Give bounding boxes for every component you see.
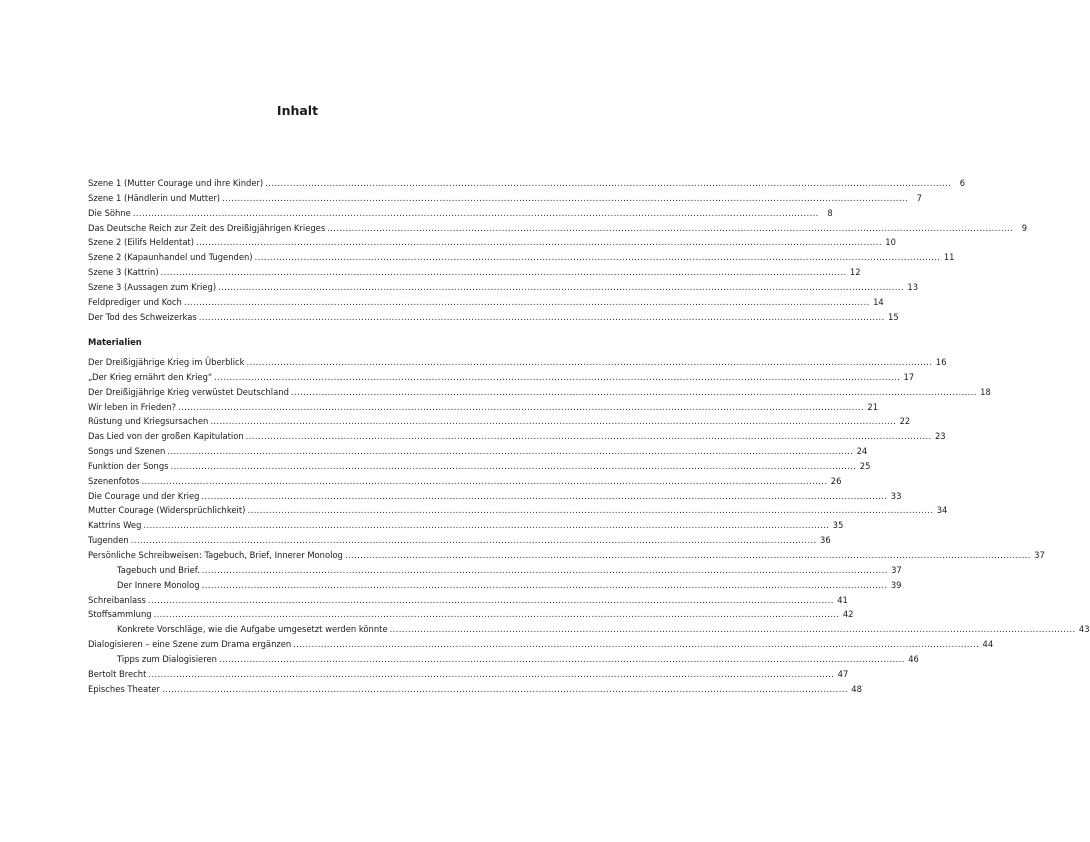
toc-dot-leader xyxy=(214,370,900,385)
toc-entry-page-number: 39 xyxy=(890,579,902,590)
toc-entry-page-number: 21 xyxy=(867,401,879,412)
toc-entry-label: Das Lied von der großen Kapitulation xyxy=(88,431,244,442)
toc-entry xyxy=(88,548,1045,563)
toc-entry-label: Szenenfotos xyxy=(88,475,140,486)
toc-entry-label: Der Dreißigjährige Krieg verwüstet Deutschland xyxy=(88,386,289,397)
toc-entry-page-number: 33 xyxy=(890,490,902,501)
toc-entry-page-number: 16 xyxy=(935,357,947,367)
toc-dot-leader xyxy=(202,563,888,578)
toc-entry xyxy=(88,593,848,608)
toc-entry-page-number: 22 xyxy=(899,416,911,427)
toc-entry-page-number: 36 xyxy=(819,535,831,546)
toc-entry-page-number: 8 xyxy=(827,207,833,218)
toc-entry xyxy=(88,652,919,667)
toc-entry xyxy=(88,503,948,518)
toc-entry-page-number: 43 xyxy=(1078,624,1090,635)
toc-dot-leader xyxy=(202,578,888,593)
toc-materials-section xyxy=(88,335,1090,696)
toc-entry-label: Tugenden xyxy=(88,535,129,546)
toc-materials-list xyxy=(88,355,1090,696)
toc-dot-leader xyxy=(154,607,840,622)
toc-dot-leader xyxy=(199,310,885,325)
toc-entry-label: Die Courage und der Krieg xyxy=(88,490,200,501)
toc-entry xyxy=(88,370,915,385)
toc-entry xyxy=(88,682,862,697)
toc-entry xyxy=(88,637,994,652)
toc-entry xyxy=(88,444,868,459)
materials-heading: Materialien xyxy=(88,337,142,347)
toc-entry-label: Der Dreißigjährige Krieg im Überblick xyxy=(88,357,245,367)
toc-entry-label: Songs und Szenen xyxy=(88,446,166,457)
toc-entry xyxy=(88,265,861,280)
toc-entry-page-number: 44 xyxy=(982,639,994,650)
toc-entry-page-number: 48 xyxy=(851,683,862,694)
toc-entry-label: Schreibanlass xyxy=(88,594,146,605)
toc-entry-page-number: 17 xyxy=(903,371,915,382)
toc-entry-label: Kattrins Weg xyxy=(88,520,142,531)
toc-entry-label: Szene 1 (Händlerin und Mutter) xyxy=(88,192,221,203)
toc-entry xyxy=(88,310,899,325)
toc-entry-label: Episches Theater xyxy=(88,683,160,694)
toc-entry-page-number: 14 xyxy=(873,296,884,307)
toc-entry-label: Dialogisieren – eine Szene zum Drama ergänzen xyxy=(88,639,292,650)
toc-entry-page-number: 37 xyxy=(891,564,902,575)
toc-entry xyxy=(88,295,884,310)
toc-entry-label: Feldprediger und Koch xyxy=(88,296,182,307)
toc-entry xyxy=(88,607,854,622)
toc-entry-page-number: 6 xyxy=(959,178,966,188)
toc-entry-label: Tipps zum Dialogisieren xyxy=(117,653,217,664)
toc-main-list xyxy=(88,176,1028,324)
toc-entry-page-number: 18 xyxy=(980,386,991,397)
toc-entry xyxy=(88,474,842,489)
toc-dot-leader xyxy=(196,235,882,250)
toc-entry-page-number: 23 xyxy=(934,431,946,442)
toc-entry xyxy=(88,429,946,444)
toc-entry-page-number: 13 xyxy=(907,281,919,292)
toc-entry xyxy=(88,250,955,265)
toc-dot-leader xyxy=(171,459,857,474)
toc-entry xyxy=(88,206,833,221)
toc-entry xyxy=(88,622,1090,637)
toc-dot-leader xyxy=(141,474,827,489)
toc-dot-leader xyxy=(148,667,834,682)
toc-entry-label: „Der Krieg ernährt den Krieg“ xyxy=(88,371,213,382)
toc-entry-label: Funktion der Songs xyxy=(88,460,169,471)
toc-dot-leader xyxy=(133,206,819,221)
toc-entry xyxy=(88,385,991,400)
toc-dot-leader xyxy=(218,280,904,295)
toc-entry xyxy=(88,518,844,533)
toc-entry-label: Tagebuch und Brief. xyxy=(117,564,200,575)
toc-entry-page-number: 7 xyxy=(916,192,923,203)
toc-dot-leader xyxy=(162,682,848,697)
toc-entry xyxy=(88,235,896,250)
toc-dot-leader xyxy=(222,191,908,206)
toc-entry xyxy=(88,191,923,206)
toc-entry-label: Das Deutsche Reich zur Zeit des Dreißigjährigen Krieges xyxy=(88,222,326,233)
toc-entry-label: Wir leben in Frieden? xyxy=(88,401,177,412)
toc-entry-page-number: 10 xyxy=(885,237,896,248)
toc-entry xyxy=(88,578,902,593)
toc-entry-label: Rüstung und Kriegsursachen xyxy=(88,416,209,427)
page-title: Inhalt xyxy=(276,103,319,118)
toc-entry-label: Der Innere Monolog xyxy=(117,579,200,590)
toc-dot-leader xyxy=(345,548,1031,563)
toc-entry-page-number: 42 xyxy=(842,609,854,620)
toc-dot-leader xyxy=(201,489,887,504)
toc-entry xyxy=(88,176,966,191)
toc-entry-label: Die Söhne xyxy=(88,207,131,218)
toc-entry-page-number: 12 xyxy=(849,267,861,278)
toc-entry-label: Konkrete Vorschläge, wie die Aufgabe umgesetzt werden könnte xyxy=(117,624,388,635)
toc-entry-page-number: 35 xyxy=(832,520,844,531)
toc-entry-page-number: 11 xyxy=(943,252,955,263)
toc-entry-page-number: 26 xyxy=(830,475,842,486)
toc-entry-page-number: 24 xyxy=(856,446,868,457)
toc-entry-label: Bertolt Brecht xyxy=(88,668,147,679)
toc-dot-leader xyxy=(265,176,951,191)
toc-entry xyxy=(88,221,1028,236)
toc-dot-leader xyxy=(143,518,829,533)
toc-entry-page-number: 9 xyxy=(1021,222,1028,233)
toc-entry-label: Szene 3 (Kattrin) xyxy=(88,267,159,278)
toc-entry-page-number: 37 xyxy=(1034,549,1045,560)
toc-entry-label: Szene 2 (Kapaunhandel und Tugenden) xyxy=(88,252,253,263)
toc-entry xyxy=(88,459,871,474)
toc-dot-leader xyxy=(210,414,896,429)
toc-dot-leader xyxy=(390,622,1076,637)
toc-dot-leader xyxy=(246,429,932,444)
toc-entry-page-number: 25 xyxy=(859,460,871,471)
toc-dot-leader xyxy=(291,385,977,400)
toc-entry-page-number: 46 xyxy=(908,653,919,664)
toc-entry-page-number: 47 xyxy=(837,668,849,679)
toc-dot-leader xyxy=(184,295,870,310)
toc-dot-leader xyxy=(247,503,933,518)
toc-dot-leader xyxy=(148,593,834,608)
toc-dot-leader xyxy=(219,652,905,667)
toc-dot-leader xyxy=(178,400,864,415)
toc-entry xyxy=(88,400,879,415)
toc-entry xyxy=(88,667,849,682)
toc-entry-label: Der Tod des Schweizerkas xyxy=(88,311,197,322)
toc-dot-leader xyxy=(161,265,847,280)
toc-entry-label: Mutter Courage (Widersprüchlichkeit) xyxy=(88,505,246,516)
toc-entry-label: Szene 3 (Aussagen zum Krieg) xyxy=(88,281,217,292)
toc-entry xyxy=(88,563,902,578)
toc-entry xyxy=(88,280,919,295)
toc-dot-leader xyxy=(255,250,941,265)
toc-entry-label: Szene 2 (Eilifs Heldentat) xyxy=(88,237,195,248)
toc-dot-leader xyxy=(131,533,817,548)
toc-dot-leader xyxy=(327,221,1013,236)
toc-entry-label: Szene 1 (Mutter Courage und ihre Kinder) xyxy=(88,178,264,188)
toc-entry xyxy=(88,355,947,370)
toc-entry-label: Stoffsammlung xyxy=(88,609,152,620)
toc-entry-page-number: 41 xyxy=(837,594,848,605)
toc-entry xyxy=(88,414,911,429)
toc-dot-leader xyxy=(293,637,979,652)
toc-entry-page-number: 15 xyxy=(888,311,899,322)
toc-entry-label: Persönliche Schreibweisen: Tagebuch, Brief, Innerer Monolog xyxy=(88,549,343,560)
toc-dot-leader xyxy=(247,355,933,370)
toc-entry xyxy=(88,533,831,548)
toc-dot-leader xyxy=(167,444,853,459)
toc-entry-page-number: 34 xyxy=(936,505,948,516)
toc-entry xyxy=(88,489,902,504)
